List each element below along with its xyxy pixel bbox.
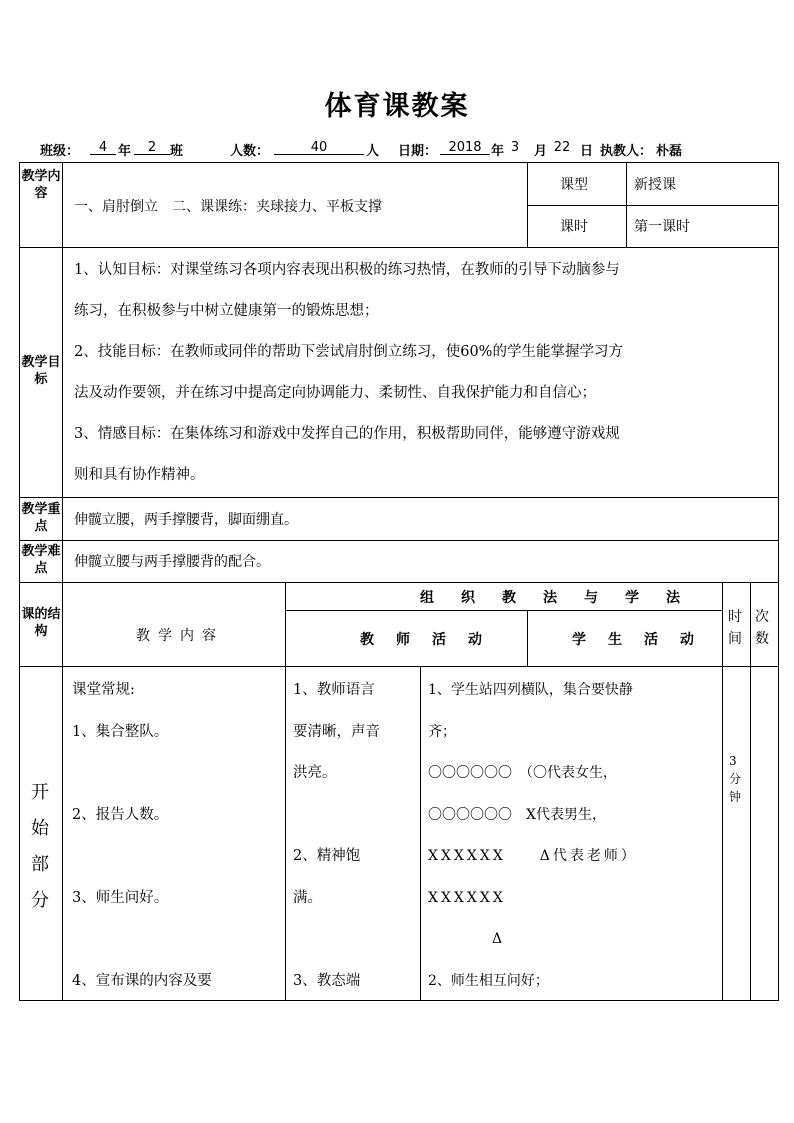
- date-label: 日期：: [398, 144, 438, 159]
- teacher-line-3: 洪亮。: [293, 765, 337, 781]
- section-name: 开始部分: [31, 782, 49, 911]
- teacher-line-8: 3、教态端: [293, 972, 361, 989]
- content-line-1: 课堂常规:: [72, 682, 135, 698]
- student-line-6: XXXXXX: [428, 889, 506, 906]
- teacher-activity: [293, 670, 418, 1002]
- teacher-line-2: 要清晰，声音: [293, 723, 380, 740]
- student-line-3: 〇〇〇〇〇〇 （〇代表女生，: [428, 765, 617, 781]
- grade-unit: 年: [118, 144, 132, 159]
- page-title: 体育课教案: [324, 91, 470, 122]
- time-label: 时间: [728, 609, 742, 647]
- org-method-label: 组织教法与学法: [420, 590, 707, 606]
- structure-label: 课的结构: [21, 607, 61, 639]
- section-time: 3分钟: [729, 754, 742, 804]
- content-line-7: [72, 919, 282, 961]
- teacher-line-1: 1、教师语言: [293, 682, 375, 698]
- key-point-text: 伸髋立腰，两手撑腰背，脚面绷直。: [74, 512, 298, 528]
- class-unit: 班: [170, 144, 184, 159]
- lesson-type-label: 课型: [560, 177, 588, 193]
- class-number: 2: [134, 140, 170, 155]
- teacher-name: 朴磊: [656, 144, 683, 159]
- content-line-6: 3、师生问好。: [72, 889, 169, 906]
- content-line-8: 4、宣布课的内容及要: [72, 972, 212, 989]
- goals-label: 教学目标: [21, 355, 61, 387]
- student-activity: [428, 670, 720, 1002]
- teacher-activity-label: 教师活动: [360, 632, 504, 648]
- lesson-type-value: 新授课: [634, 177, 676, 193]
- teacher-line-4: [293, 795, 418, 837]
- date-year: 2018: [440, 140, 490, 155]
- date-day: 22: [553, 140, 571, 155]
- key-point-label: 教学重点: [21, 502, 61, 534]
- student-line-4: 〇〇〇〇〇〇 X代表男生，: [428, 806, 606, 823]
- lesson-period-value: 第一课时: [634, 219, 690, 235]
- col-content-label: 教学内容: [136, 628, 224, 644]
- content-line-5: [72, 836, 282, 878]
- student-line-1: 1、学生站四列横队，集合要快静: [428, 682, 633, 698]
- goal-line-3: 2、技能目标：在教师或同伴的帮助下尝试肩肘倒立练习，使60%的学生能掌握学习方: [74, 344, 623, 360]
- lesson-content: 一、肩肘倒立 二、课课练：夹球接力、平板支撑: [74, 199, 382, 215]
- goal-line-1: 1、认知目标：对课堂练习各项内容表现出积极的练习热情，在教师的引导下动脑参与: [74, 262, 620, 278]
- student-line-5: XXXXXX Δ代表老师）: [428, 848, 638, 864]
- section-content: [72, 670, 282, 1002]
- goal-line-2: 练习，在积极参与中树立健康第一的锻炼思想；: [74, 303, 379, 319]
- goal-line-6: 则和具有协作精神。: [74, 467, 205, 483]
- content-line-3: [72, 753, 282, 795]
- teacher-line-7: [293, 919, 418, 961]
- content-label: 教学内容: [21, 169, 61, 201]
- student-activity-label: 学生活动: [572, 632, 716, 648]
- student-line-7: Δ: [450, 931, 503, 947]
- month-unit: 月: [534, 144, 548, 159]
- student-count: 40: [274, 140, 364, 155]
- count-unit: 人: [366, 144, 380, 159]
- student-line-2: 齐；: [428, 723, 456, 740]
- count-label: 人数：: [230, 144, 270, 159]
- year-unit: 年: [491, 144, 505, 159]
- class-info-line: [0, 140, 794, 162]
- lesson-period-label: 课时: [560, 219, 588, 235]
- difficulty-label: 教学难点: [21, 544, 61, 576]
- teacher-label: 执教人：: [600, 144, 653, 159]
- goal-line-5: 3、情感目标：在集体练习和游戏中发挥自己的作用，积极帮助同伴，能够遵守游戏规: [74, 426, 620, 442]
- goal-line-4: 法及动作要领，并在练习中提高定向协调能力、柔韧性、自我保护能力和自信心；: [74, 385, 596, 401]
- teacher-line-5: 2、精神饱: [293, 848, 361, 864]
- goals-text: [74, 250, 774, 496]
- content-line-4: 2、报告人数。: [72, 806, 169, 823]
- times-label: 次数: [755, 609, 769, 647]
- day-unit: 日: [580, 144, 594, 159]
- teacher-line-6: 满。: [293, 889, 322, 906]
- difficulty-text: 伸髋立腰与两手撑腰背的配合。: [74, 554, 270, 570]
- date-month: 3: [510, 140, 520, 155]
- grade-value: 4: [90, 140, 116, 155]
- content-line-2: 1、集合整队。: [72, 723, 169, 740]
- student-line-8: 2、师生相互问好；: [428, 972, 549, 989]
- class-label: 班级：: [40, 144, 80, 159]
